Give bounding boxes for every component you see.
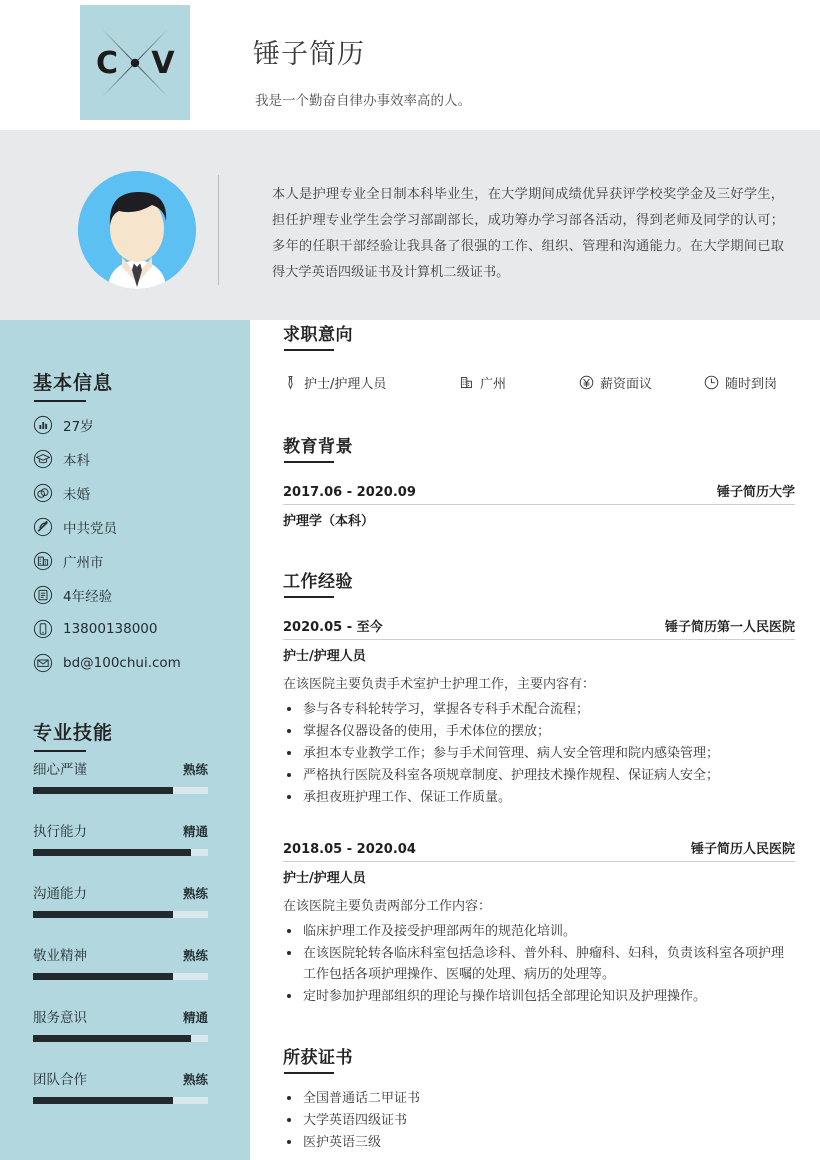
- list-item: [33, 442, 181, 476]
- skill-item: [33, 944, 208, 980]
- intent-label: 护士/护理人员: [304, 377, 387, 392]
- yen-icon: [579, 375, 594, 390]
- list-item: [33, 646, 181, 680]
- cv-logo: [80, 5, 190, 120]
- sidebar-heading-basic: 基本信息: [33, 368, 113, 395]
- work-entry: [283, 838, 795, 1007]
- cv-logo-icon: [80, 5, 190, 120]
- section-heading: 工作经验: [283, 567, 353, 592]
- list-item: 掌握各仪器设备的使用，手术体位的摆放；: [283, 721, 795, 742]
- skill-bar-fill: [33, 787, 173, 794]
- clock-icon: [704, 375, 719, 390]
- logo-letter-c: C: [95, 46, 119, 81]
- logo-letter-v: V: [151, 46, 175, 81]
- skills-list: [33, 758, 208, 1130]
- phone-icon: [33, 619, 53, 639]
- list-item: 全国普通话二甲证书: [283, 1088, 795, 1109]
- intent-position: [283, 373, 459, 392]
- list-item: [33, 544, 181, 578]
- entry-date: 2017.06 - 2020.09: [283, 485, 416, 500]
- intent-label: 随时到岗: [725, 377, 778, 392]
- list-item-label: 中共党员: [63, 521, 117, 537]
- skill-bar-fill: [33, 1097, 173, 1104]
- skill-bar-fill: [33, 911, 173, 918]
- header: [0, 0, 820, 130]
- list-item: 承担夜班护理工作、保证工作质量。: [283, 787, 795, 808]
- job-intention-row: [283, 373, 795, 392]
- section-work-experience: [283, 567, 795, 1007]
- intent-availability: [704, 373, 777, 392]
- section-education: [283, 432, 795, 529]
- section-certificates: [283, 1043, 795, 1153]
- entry-bullets: [283, 921, 795, 1007]
- skill-bar-track: [33, 787, 208, 794]
- entry-role: 护士/护理人员: [283, 871, 366, 886]
- entry-intro: 在该医院主要负责两部分工作内容：: [283, 899, 492, 914]
- list-item: [33, 476, 181, 510]
- list-item: 承担本专业教学工作；参与手术间管理、病人安全管理和院内感染管理；: [283, 743, 795, 764]
- work-entry: [283, 616, 795, 808]
- avatar-illustration-icon: [78, 171, 196, 289]
- tie-icon: [283, 375, 298, 390]
- entry-intro: 在该医院主要负责手术室护士护理工作，主要内容有：: [283, 677, 596, 692]
- section-heading: 求职意向: [283, 320, 353, 345]
- clipboard-icon: [33, 585, 53, 605]
- divider: [218, 175, 219, 285]
- list-item: 严格执行医院及科室各项规章制度、护理技术操作规程、保证病人安全；: [283, 765, 795, 786]
- basic-info-list: [33, 408, 181, 680]
- list-item-label: bd@100chui.com: [63, 655, 181, 671]
- skill-name: 团队合作: [33, 1072, 87, 1088]
- list-item: 参与各专科轮转学习，掌握各专科手术配合流程；: [283, 699, 795, 720]
- skill-item: [33, 1006, 208, 1042]
- section-heading: 所获证书: [283, 1043, 353, 1068]
- graduation-cap-icon: [33, 449, 53, 469]
- skill-item: [33, 882, 208, 918]
- building-icon: [33, 551, 53, 571]
- skill-bar-fill: [33, 849, 191, 856]
- entry-date: 2018.05 - 2020.04: [283, 842, 416, 857]
- entry-organization: 锤子简历大学: [716, 485, 795, 500]
- skill-bar-track: [33, 1097, 208, 1104]
- skill-bar-fill: [33, 973, 173, 980]
- page-title: 锤子简历: [253, 39, 365, 70]
- skill-item: [33, 820, 208, 856]
- list-item-label: 13800138000: [63, 621, 158, 637]
- list-item: 临床护理工作及接受护理部两年的规范化培训。: [283, 921, 795, 942]
- list-item: 在该医院轮转各临床科室包括急诊科、普外科、肿瘤科、妇科，负责该科室各项护理工作包括各项护理操作、医嘱的处理、病历的处理等。: [283, 943, 795, 985]
- rings-icon: [33, 483, 53, 503]
- skill-level: 熟练: [182, 1072, 208, 1087]
- skill-item: [33, 1068, 208, 1104]
- list-item: 定时参加护理部组织的理论与操作培训包括全部理论知识及护理操作。: [283, 986, 795, 1007]
- sidebar-heading-skills: 专业技能: [33, 718, 113, 745]
- entry-major: 护理学（本科）: [283, 514, 375, 529]
- list-item: 大学英语四级证书: [283, 1110, 795, 1131]
- list-item-label: 本科: [63, 453, 90, 469]
- page-subtitle: 我是一个勤奋自律办事效率高的人。: [255, 93, 471, 109]
- list-item: [33, 510, 181, 544]
- hammer-sickle-icon: [33, 517, 53, 537]
- intent-salary: [579, 373, 704, 392]
- skill-name: 敬业精神: [33, 948, 87, 964]
- intent-label: 广州: [480, 377, 507, 392]
- entry-organization: 锤子简历人民医院: [690, 842, 795, 857]
- skill-name: 执行能力: [33, 824, 87, 840]
- skill-level: 熟练: [182, 948, 208, 963]
- entry-organization: 锤子简历第一人民医院: [664, 620, 795, 635]
- section-job-intention: [283, 320, 795, 392]
- section-heading: 教育背景: [283, 432, 353, 457]
- skill-level: 熟练: [182, 762, 208, 777]
- skill-level: 熟练: [182, 886, 208, 901]
- list-item-label: 4年经验: [63, 589, 113, 605]
- list-item-label: 未婚: [63, 487, 90, 503]
- summary-band: [0, 130, 820, 320]
- list-item: [33, 612, 181, 646]
- summary-text: 本人是护理专业全日制本科毕业生，在大学期间成绩优异获评学校奖学金及三好学生，担任护理专业学生会学习部副部长，成功筹办学习部各活动，得到老师及同学的认可；多年的任职干部经验让我具备了很强的工作、组织、管理和沟通能力。在大学期间已取得大学英语四级证书及计算机二级证书。: [272, 187, 784, 280]
- list-item: [33, 408, 181, 442]
- skill-level: 精通: [182, 824, 208, 839]
- sidebar: [0, 320, 250, 1160]
- avatar: [78, 171, 196, 289]
- skill-name: 细心严谨: [33, 762, 87, 778]
- skill-bar-track: [33, 911, 208, 918]
- skill-bar-fill: [33, 1035, 191, 1042]
- skill-name: 沟通能力: [33, 886, 87, 902]
- intent-city: [459, 373, 579, 392]
- entry-date: 2020.05 - 至今: [283, 620, 383, 635]
- list-item: [33, 578, 181, 612]
- skill-bar-track: [33, 1035, 208, 1042]
- entry-bullets: [283, 699, 795, 808]
- skill-name: 服务意识: [33, 1010, 87, 1026]
- building-icon: [459, 375, 474, 390]
- skill-bar-track: [33, 849, 208, 856]
- main-content: [283, 320, 795, 1154]
- list-item-label: 27岁: [63, 419, 94, 435]
- education-entry: [283, 481, 795, 529]
- skill-bar-track: [33, 973, 208, 980]
- skill-item: [33, 758, 208, 794]
- list-item-label: 广州市: [63, 555, 104, 571]
- certificate-list: [283, 1088, 795, 1153]
- entry-role: 护士/护理人员: [283, 649, 366, 664]
- bar-chart-icon: [33, 415, 53, 435]
- list-item: 医护英语三级: [283, 1132, 795, 1153]
- skill-level: 精通: [182, 1010, 208, 1025]
- intent-label: 薪资面议: [600, 377, 653, 392]
- envelope-icon: [33, 653, 53, 673]
